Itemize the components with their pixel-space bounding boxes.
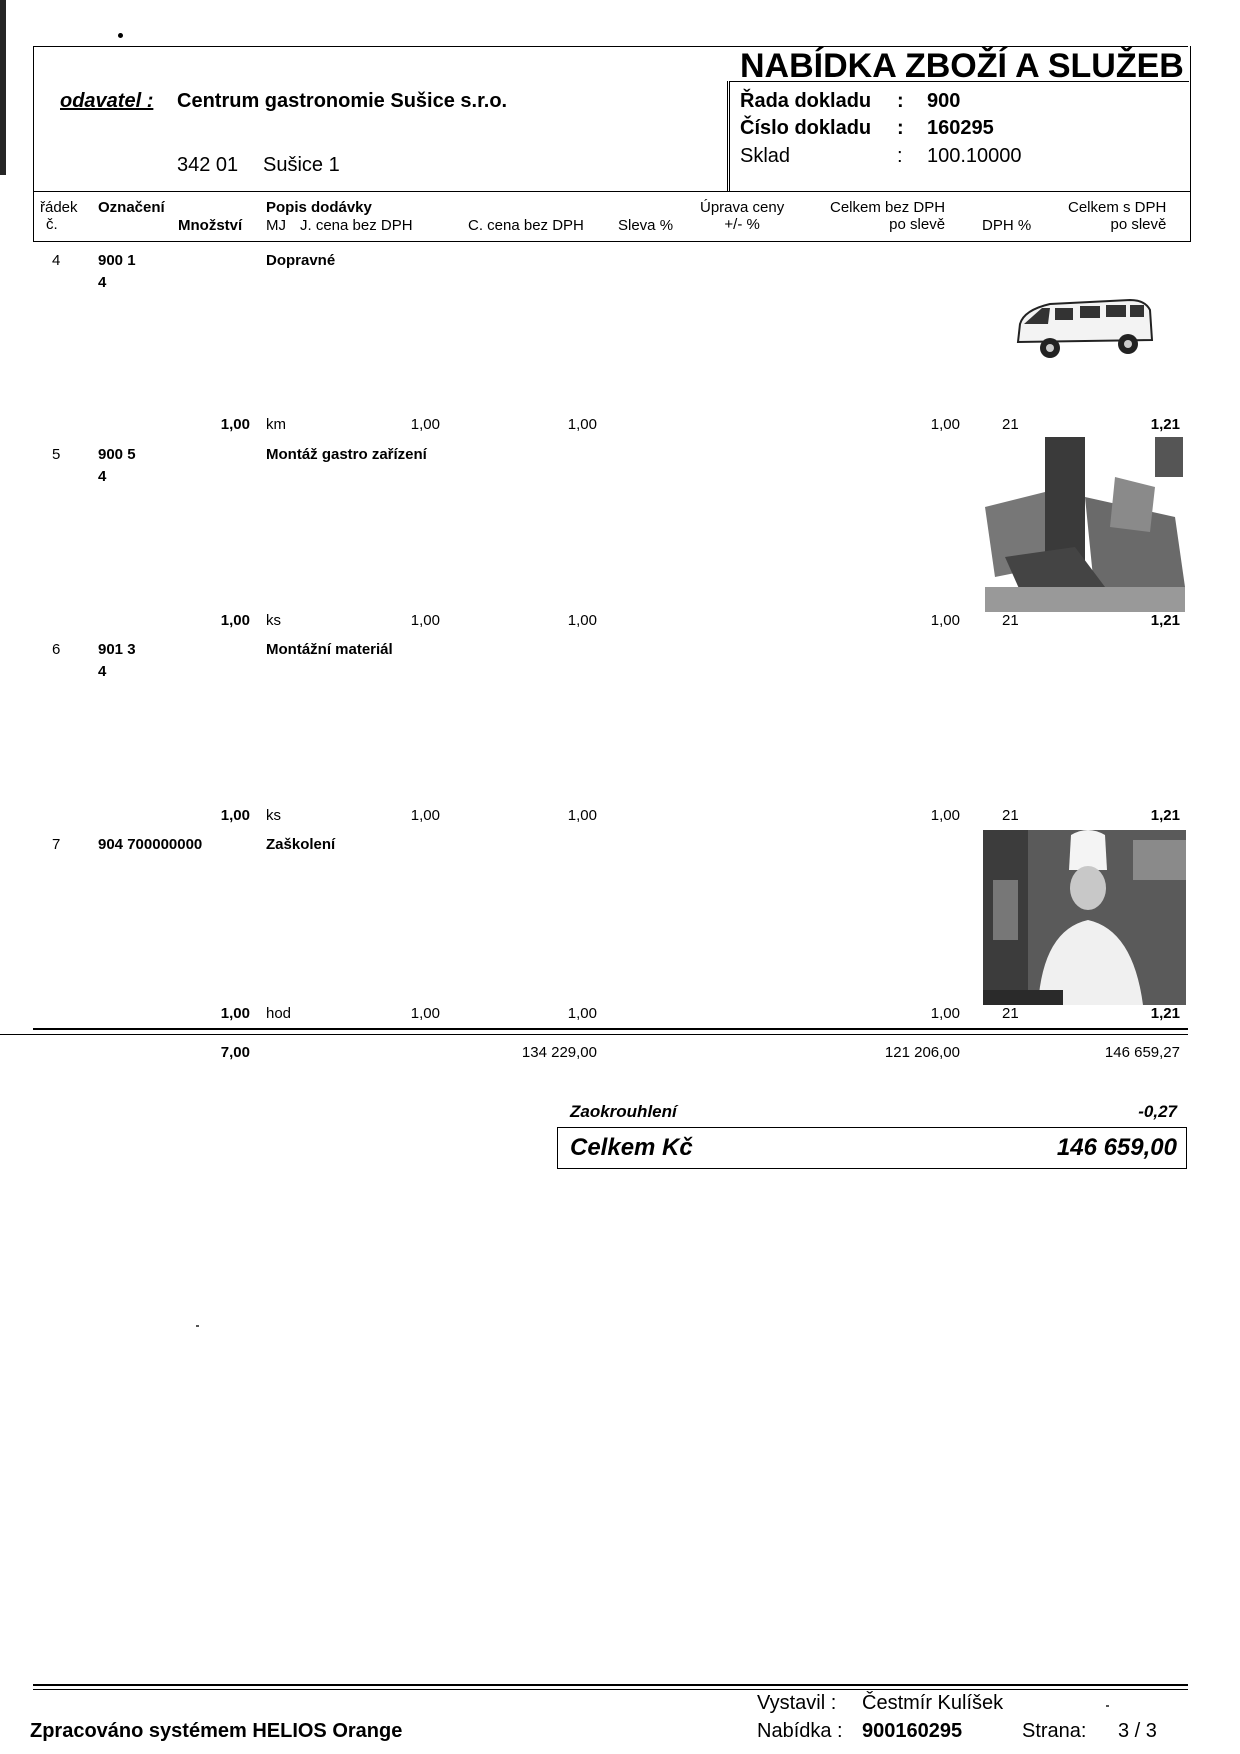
supplier-label: odavatel : (60, 90, 154, 112)
row-6-total: 1,00 (567, 807, 597, 824)
col-unit-price: J. cena bez DPH (300, 217, 413, 234)
chef-image (983, 830, 1186, 1005)
col-row-no: řádek č. (40, 199, 78, 233)
row-5-net: 1,00 (930, 612, 960, 629)
row-7-unit: hod (266, 1005, 292, 1022)
row-4-vat: 21 (1002, 416, 1019, 433)
row-6-qty: 1,00 (220, 807, 250, 824)
row-6-unit: ks (266, 807, 281, 824)
row-4-code2: 4 (98, 274, 107, 291)
total-net: 121 206,00 (884, 1044, 960, 1061)
scan-dot (118, 33, 123, 38)
row-7-net: 1,00 (930, 1005, 960, 1022)
warehouse-value: 100.10000 (927, 145, 1022, 167)
col-net-after: Celkem bez DPH po slevě (830, 199, 946, 233)
row-6-net: 1,00 (930, 807, 960, 824)
col-quantity: Množství (178, 217, 243, 234)
offer-number: 900160295 (862, 1720, 963, 1742)
warehouse-label: Sklad (740, 145, 791, 167)
row-7-total: 1,00 (567, 1005, 597, 1022)
row-6-description: Montážní materiál (266, 641, 393, 658)
row-7-code: 904 700000000 (98, 836, 203, 853)
footer-rule-top (33, 1684, 1188, 1686)
col-vat: DPH % (982, 217, 1032, 234)
row-4-unit-price: 1,00 (410, 416, 440, 433)
installation-image (985, 437, 1185, 612)
row-5-qty: 1,00 (220, 612, 250, 629)
col-price-adj: Úprava ceny +/- % (700, 199, 785, 233)
row-5-vat: 21 (1002, 612, 1019, 629)
supplier-zip: 342 01 (177, 154, 239, 176)
supplier-name: Centrum gastronomie Sušice s.r.o. (177, 90, 508, 112)
offer-label: Nabídka : (757, 1720, 843, 1742)
row-7-number: 7 (52, 836, 61, 853)
van-image (1010, 290, 1160, 365)
row-5-number: 5 (52, 446, 61, 463)
scan-edge-mark (0, 0, 6, 175)
scan-speck (196, 1325, 199, 1327)
grand-total-value: 146 659,00 (1056, 1134, 1177, 1161)
row-5-description: Montáž gastro zařízení (266, 446, 427, 463)
row-4-net: 1,00 (930, 416, 960, 433)
total-qty: 7,00 (220, 1044, 250, 1061)
footer-system: Zpracováno systémem HELIOS Orange (30, 1720, 403, 1742)
row-5-code2: 4 (98, 468, 107, 485)
col-code: Označení (98, 199, 165, 216)
col-gross-after: Celkem s DPH po slevě (1068, 199, 1167, 233)
row-6-code2: 4 (98, 663, 107, 680)
row-4-gross: 1,21 (1150, 416, 1180, 433)
rounding-label: Zaokrouhlení (570, 1102, 677, 1121)
row-6-unit-price: 1,00 (410, 807, 440, 824)
footer-rule-bottom (33, 1689, 1188, 1690)
rounding-value: -0,27 (1138, 1102, 1177, 1121)
row-6-code: 901 3 (98, 641, 136, 658)
row-5-total: 1,00 (567, 612, 597, 629)
totals-rule-top (33, 1028, 1188, 1030)
doc-series-sep: : (897, 90, 904, 112)
col-unit: MJ (266, 217, 286, 234)
row-5-code: 900 5 (98, 446, 136, 463)
row-7-vat: 21 (1002, 1005, 1019, 1022)
row-5-unit: ks (266, 612, 281, 629)
row-4-code: 900 1 (98, 252, 136, 269)
row-6-number: 6 (52, 641, 61, 658)
row-5-gross: 1,21 (1150, 612, 1180, 629)
doc-series-value: 900 (927, 90, 961, 112)
page-value: 3 / 3 (1118, 1720, 1157, 1742)
doc-number-value: 160295 (927, 117, 994, 139)
scan-speck (1106, 1705, 1109, 1707)
row-4-total: 1,00 (567, 416, 597, 433)
col-description: Popis dodávky (266, 199, 372, 216)
warehouse-sep: : (897, 145, 903, 167)
row-6-vat: 21 (1002, 807, 1019, 824)
row-4-number: 4 (52, 252, 61, 269)
header-divider (727, 81, 730, 191)
row-4-description: Dopravné (266, 252, 336, 269)
row-6-gross: 1,21 (1150, 807, 1180, 824)
totals-rule-bottom (0, 1034, 1188, 1035)
issued-by-name: Čestmír Kulíšek (862, 1692, 1004, 1714)
doc-series-label: Řada dokladu (740, 90, 872, 112)
col-discount: Sleva % (618, 217, 674, 234)
issued-by-label: Vystavil : (757, 1692, 837, 1714)
row-4-unit: km (266, 416, 286, 433)
row-5-unit-price: 1,00 (410, 612, 440, 629)
grand-total-label: Celkem Kč (570, 1134, 693, 1161)
col-total-price: C. cena bez DPH (468, 217, 584, 234)
doc-number-sep: : (897, 117, 904, 139)
row-7-qty: 1,00 (220, 1005, 250, 1022)
total-price: 134 229,00 (521, 1044, 597, 1061)
document-title: NABÍDKA ZBOŽÍ A SLUŽEB (740, 47, 1184, 85)
row-4-qty: 1,00 (220, 416, 250, 433)
total-gross: 146 659,27 (1104, 1044, 1180, 1061)
row-7-description: Zaškolení (266, 836, 336, 853)
row-7-gross: 1,21 (1150, 1005, 1180, 1022)
row-7-unit-price: 1,00 (410, 1005, 440, 1022)
doc-number-label: Číslo dokladu (740, 117, 872, 139)
page-label: Strana: (1022, 1720, 1087, 1742)
supplier-city: Sušice 1 (263, 154, 340, 176)
